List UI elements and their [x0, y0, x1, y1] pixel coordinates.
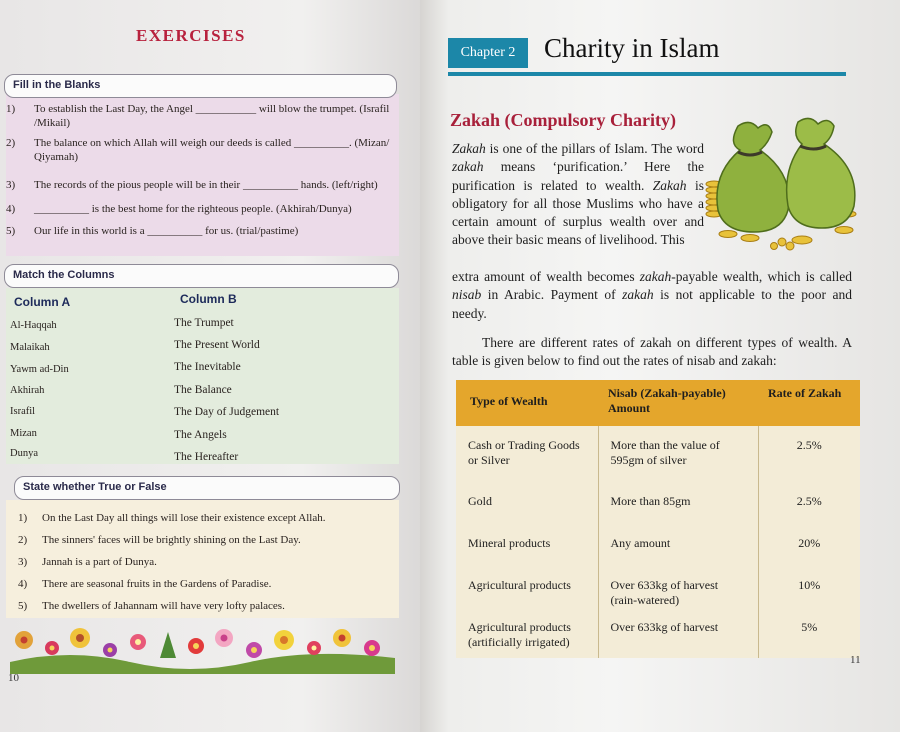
fill-blanks-heading-box — [4, 74, 397, 98]
true-false-heading: State whether True or False — [23, 481, 167, 493]
table-row: Cash or Trading Goods or Silver More than the value of 595gm of silver 2.5% — [456, 426, 860, 490]
column-a-item: Akhirah — [10, 385, 45, 396]
fill-item-5: 5) Our life in this world is a __________ for us. (trial/pastime) — [6, 225, 299, 237]
left-page — [0, 0, 432, 732]
column-a-item: Malaikah — [10, 342, 50, 353]
intro-paragraph-part2: extra amount of wealth becomes zakah-payable wealth, which is called nisab in Arabic. Payment of zakah is not applicable to the poor and needy. — [452, 269, 853, 321]
chapter-badge — [448, 38, 528, 68]
true-false-heading-box — [14, 476, 400, 500]
column-a-item: Dunya — [10, 448, 38, 459]
chapter-rule — [448, 72, 846, 76]
table-header-rate: Rate of Zakah — [758, 380, 860, 426]
tf-item-1: 1) On the Last Day all things will lose their existence except Allah. — [18, 512, 326, 524]
fill-item-3: 3) The records of the pious people will be in their __________ hands. (left/right) — [6, 179, 378, 191]
rates-paragraph: There are different rates of zakah on different types of wealth. A table is given below to find out the rates of nisab and zakah: — [452, 335, 852, 369]
column-b-item: The Hereafter — [174, 451, 239, 463]
section-title: Zakah (Compulsory Charity) — [450, 110, 677, 130]
column-b-item: The Day of Judgement — [174, 406, 280, 418]
table-row: Agricultural products (artificially irrigated) Over 633kg of harvest 5% — [456, 616, 860, 658]
zakah-table — [456, 380, 860, 658]
chapter-label: Chapter 2 — [460, 45, 516, 60]
column-b-header: Column B — [180, 292, 237, 306]
intro-paragraph-part1: Zakah is one of the pillars of Islam. The word zakah means ‘purification.’ Here the purification is related to wealth. Zakah is obligatory for all those Muslims who have a certain amount of surplus wealth over and above their basic means of livelihood. This — [452, 141, 704, 248]
match-columns-heading-box — [4, 264, 399, 288]
column-b-item: The Inevitable — [174, 361, 241, 373]
table-header-nisab: Nisab (Zakah-payable) Amount — [598, 380, 758, 426]
fill-item-4: 4) __________ is the best home for the righteous people. (Akhirah/Dunya) — [6, 203, 352, 215]
money-bags-illustration — [698, 114, 864, 256]
column-a-item: Israfil — [10, 406, 36, 417]
tf-item-5: 5) The dwellers of Jahannam will have very lofty palaces. — [18, 600, 285, 612]
fill-blanks-heading: Fill in the Blanks — [13, 79, 101, 91]
column-b-item: The Present World — [174, 339, 260, 351]
tf-item-2: 2) The sinners' faces will be brightly shining on the Last Day. — [18, 534, 301, 546]
column-a-header: Column A — [14, 295, 71, 309]
column-b-item: The Balance — [174, 384, 232, 396]
table-header-type: Type of Wealth — [456, 380, 598, 426]
column-b-item: The Angels — [174, 429, 227, 441]
column-a-item: Yawm ad-Din — [10, 364, 69, 375]
table-row: Mineral products Any amount 20% — [456, 532, 860, 574]
column-a-item: Al-Haqqah — [10, 320, 57, 331]
tf-item-4: 4) There are seasonal fruits in the Gardens of Paradise. — [18, 578, 272, 590]
table-row: Agricultural products Over 633kg of harvest (rain-watered) 10% — [456, 574, 860, 616]
column-b-item: The Trumpet — [174, 317, 234, 329]
flower-border-illustration — [10, 618, 395, 674]
table-header-row — [456, 380, 860, 426]
page-number-left: 10 — [8, 672, 19, 684]
right-page — [420, 0, 900, 732]
page-number-right: 11 — [850, 654, 861, 666]
match-columns-heading: Match the Columns — [13, 269, 115, 281]
table-row: Gold More than 85gm 2.5% — [456, 490, 860, 532]
fill-item-1: 1) To establish the Last Day, the Angel ___________ will blow the trumpet. (Israfil /Mikail) — [6, 103, 390, 129]
flower-icon — [15, 628, 380, 658]
tf-item-3: 3) Jannah is a part of Dunya. — [18, 556, 157, 568]
fill-item-2: 2) The balance on which Allah will weigh our deeds is called __________. (Mizan/ Qiyamah) — [6, 137, 390, 163]
exercises-title: EXERCISES — [136, 26, 246, 45]
column-a-item: Mizan — [10, 428, 37, 439]
chapter-title: Charity in Islam — [544, 33, 720, 63]
